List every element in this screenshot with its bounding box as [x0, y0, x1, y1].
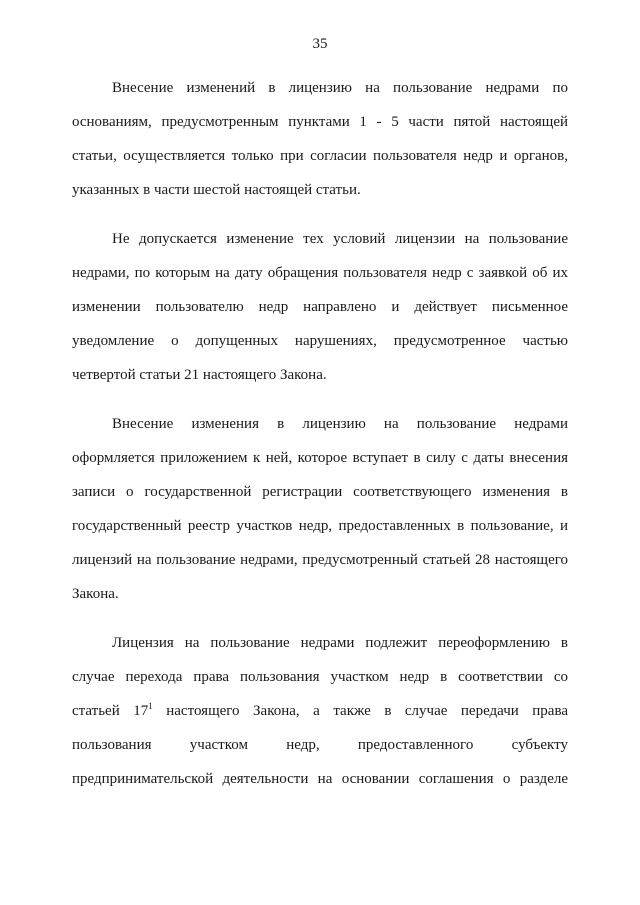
text-line-with-superscript: [72, 694, 568, 728]
body-text: [72, 71, 568, 811]
text-line: статьи, осуществляется только при согласии пользователя недр и органов,: [72, 148, 568, 164]
text-line: государственный реестр участков недр, предоставленных в пользование, и: [72, 518, 568, 534]
text-line: недрами, по которым на дату обращения пользователя недр с заявкой об их: [72, 265, 568, 281]
text-line: Закона.: [72, 586, 119, 602]
paragraph-4: [72, 626, 568, 796]
text-line: лицензий на пользование недрами, предусмотренный статьей 28 настоящего: [72, 552, 568, 568]
text-line: уведомление о допущенных нарушениях, предусмотренное частью: [72, 333, 568, 349]
text-line: предпринимательской деятельности на основании соглашения о разделе: [72, 771, 568, 787]
text-fragment: статьей 17: [72, 703, 149, 719]
text-line: записи о государственной регистрации соответствующего изменения в: [72, 484, 568, 500]
paragraph-2: [72, 222, 568, 392]
text-fragment: настоящего Закона, а также в случае передачи права: [166, 703, 568, 719]
text-line: пользования участком недр, предоставленного субъекту: [72, 737, 568, 753]
text-line: четвертой статьи 21 настоящего Закона.: [72, 367, 327, 383]
text-line: изменении пользователю недр направлено и действует письменное: [72, 299, 568, 315]
text-line: Внесение изменений в лицензию на пользование недрами по: [112, 80, 568, 96]
paragraph-3: [72, 407, 568, 611]
text-line: Не допускается изменение тех условий лицензии на пользование: [112, 231, 568, 247]
superscript-mark: 1: [148, 701, 153, 711]
page-number: 35: [312, 36, 328, 52]
paragraph-1: [72, 71, 568, 207]
text-line: Лицензия на пользование недрами подлежит переоформлению в: [112, 635, 568, 651]
text-line: основаниям, предусмотренным пунктами 1 - 5 части пятой настоящей: [72, 114, 568, 130]
text-line: оформляется приложением к ней, которое вступает в силу с даты внесения: [72, 450, 568, 466]
text-line: указанных в части шестой настоящей статьи.: [72, 182, 361, 198]
text-line: Внесение изменения в лицензию на пользование недрами: [112, 416, 568, 432]
text-line: случае перехода права пользования участком недр в соответствии со: [72, 669, 568, 685]
